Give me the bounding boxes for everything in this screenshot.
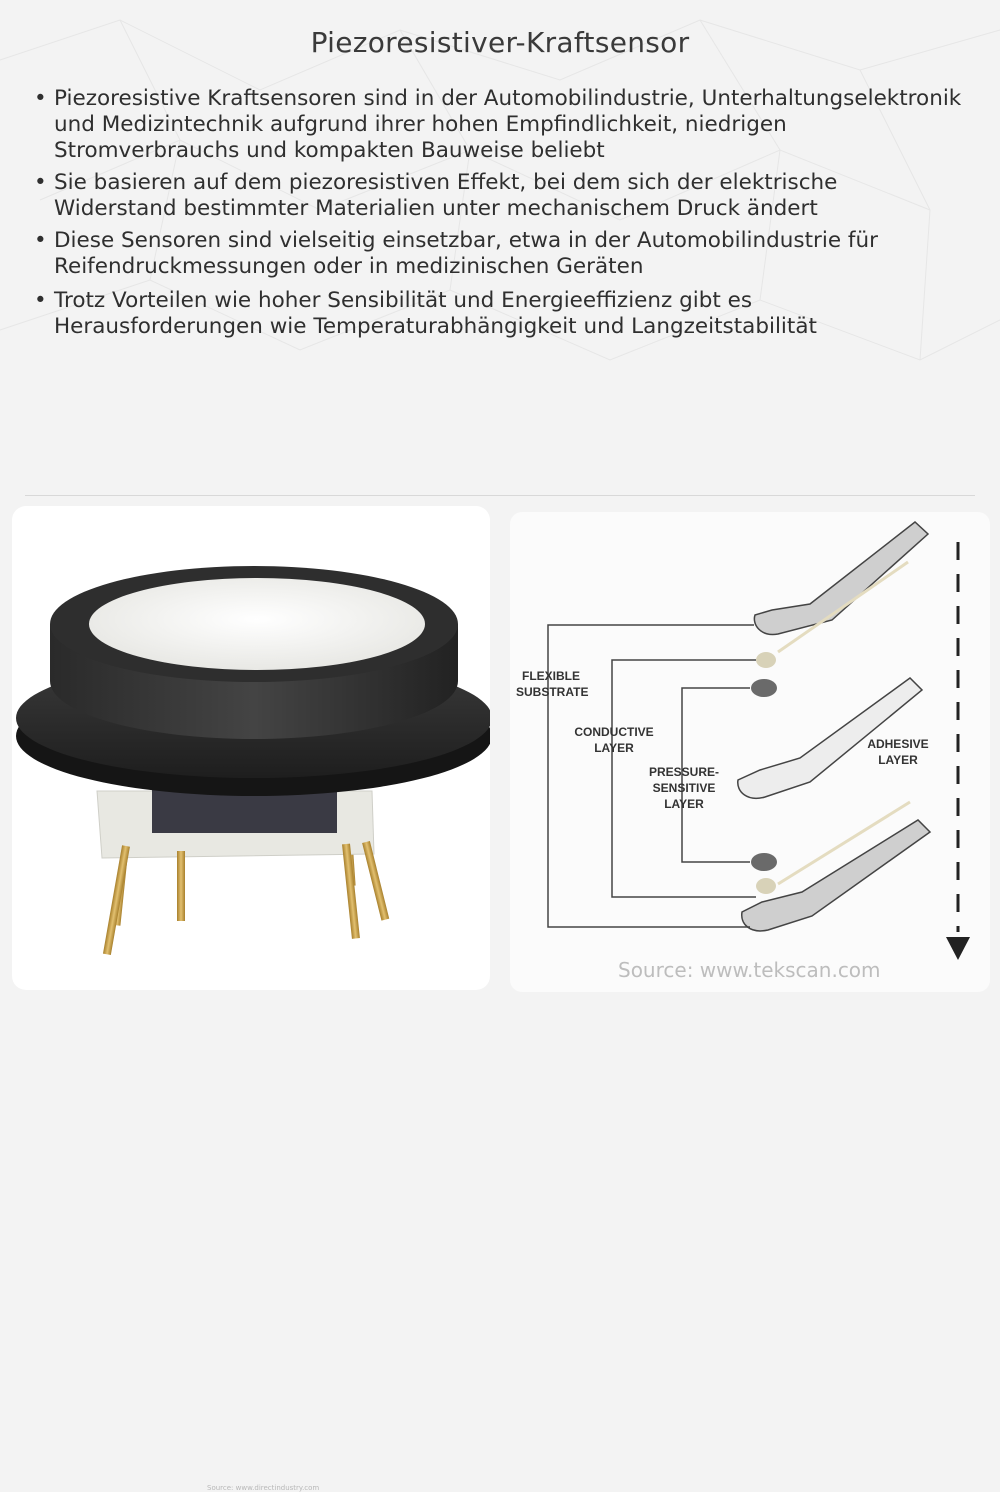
label-line: LAYER xyxy=(664,797,704,811)
arrow-head-icon xyxy=(946,937,970,960)
bullet-marker: • xyxy=(34,288,47,313)
force-sensor-illustration xyxy=(12,506,490,990)
label-line: SENSITIVE xyxy=(652,781,716,795)
section-divider xyxy=(25,495,975,496)
label-flexible-substrate xyxy=(516,668,589,700)
bullet-item xyxy=(34,288,964,340)
label-line: LAYER xyxy=(878,753,918,767)
bullet-text: Diese Sensoren sind vielseitig einsetzbar, etwa in der Automobilindustrie für Reifendruckmessungen oder in medizinischen Geräten xyxy=(54,228,878,279)
layer-diagram-card xyxy=(510,512,990,992)
sensor-face xyxy=(89,578,425,670)
bullet-text: Trotz Vorteilen wie hoher Sensibilität und Energieeffizienz gibt es Herausforderungen wie Temperaturabhängigkeit und Langzeitstabilität xyxy=(54,288,817,339)
label-line: CONDUCTIVE xyxy=(574,725,654,739)
bullet-list xyxy=(34,86,964,346)
conductive-dot xyxy=(756,878,776,894)
label-line: ADHESIVE xyxy=(867,737,929,751)
pressure-dot xyxy=(751,853,777,871)
left-image-source: Source: www.directindustry.com xyxy=(207,1484,320,1492)
label-adhesive-layer xyxy=(860,736,936,768)
sensor-photo-card xyxy=(12,506,490,1492)
label-conductive-layer xyxy=(574,724,654,756)
label-line: SUBSTRATE xyxy=(516,685,589,699)
label-line: PRESSURE- xyxy=(648,765,719,779)
bullet-text: Piezoresistive Kraftsensoren sind in der Automobilindustrie, Unterhaltungselektronik und Medizintechnik aufgrund ihrer hohen Empfindlichkeit, niedrigen Stromverbrauchs und kompakten Bauweise beliebt xyxy=(54,86,962,163)
label-line: FLEXIBLE xyxy=(521,669,580,683)
bullet-item xyxy=(34,170,964,222)
bullet-text: Sie basieren auf dem piezoresistiven Effekt, bei dem sich der elektrische Widerstand bestimmter Materialien unter mechanischem Druck ändert xyxy=(54,170,838,221)
pressure-dot xyxy=(751,679,777,697)
diagram-source: Source: www.tekscan.com xyxy=(618,958,881,982)
bullet-item xyxy=(34,228,964,280)
conductive-dot xyxy=(756,652,776,668)
page-title: Piezoresistiver-Kraftsensor xyxy=(310,26,690,59)
bullet-marker: • xyxy=(34,170,47,195)
label-pressure-sensitive-layer xyxy=(648,764,720,812)
bullet-item xyxy=(34,86,964,164)
bullet-marker: • xyxy=(34,228,47,253)
label-line: LAYER xyxy=(594,741,634,755)
bullet-marker: • xyxy=(34,86,47,111)
sensor-front-pins xyxy=(103,841,389,955)
